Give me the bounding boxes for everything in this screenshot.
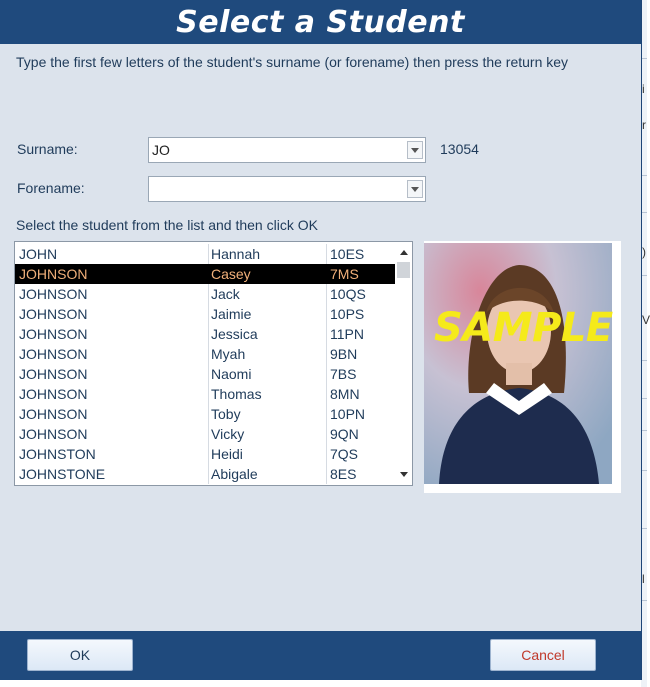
background-app-strip: [0, 680, 641, 687]
student-surname: JOHNSON: [19, 286, 88, 302]
student-surname: JOHNSON: [19, 306, 88, 322]
forename-label: Forename:: [17, 180, 85, 196]
scroll-thumb[interactable]: [397, 262, 410, 278]
dialog-title: Select a Student: [176, 4, 465, 40]
student-surname: JOHN: [19, 246, 58, 262]
student-forename: Heidi: [211, 446, 243, 462]
surname-combobox[interactable]: [148, 137, 426, 163]
student-forename: Toby: [211, 406, 241, 422]
list-item[interactable]: [15, 404, 396, 424]
student-form: 11PN: [330, 326, 364, 342]
student-form: 10ES: [330, 246, 365, 262]
list-item[interactable]: [15, 384, 396, 404]
student-form: 10PN: [330, 406, 366, 422]
student-photo-frame: [424, 241, 621, 493]
surname-value[interactable]: JO: [152, 142, 170, 158]
list-item[interactable]: [15, 464, 396, 484]
student-form: 7QS: [330, 446, 359, 462]
student-forename: Casey: [211, 266, 251, 282]
student-forename: Abigale: [211, 466, 258, 482]
surname-dropdown-button[interactable]: [407, 141, 423, 159]
student-listbox[interactable]: [14, 241, 413, 486]
student-form: 9BN: [330, 346, 358, 362]
list-item[interactable]: [15, 284, 396, 304]
student-forename: Naomi: [211, 366, 252, 382]
scroll-down-icon[interactable]: [395, 466, 412, 483]
list-item[interactable]: [15, 424, 396, 444]
student-photo: [424, 243, 612, 484]
list-scrollbar[interactable]: [395, 242, 412, 485]
instruction-text: Type the first few letters of the student's surname (or forename) then press the return key: [16, 54, 569, 70]
chevron-down-icon: [411, 187, 419, 192]
forename-combobox[interactable]: [148, 176, 426, 202]
student-form: 9QN: [330, 426, 359, 442]
list-item[interactable]: [15, 444, 396, 464]
student-form: 10PS: [330, 306, 365, 322]
background-app-edge: i r ) V l: [641, 0, 647, 687]
student-forename: Jack: [211, 286, 240, 302]
student-forename: Vicky: [211, 426, 245, 442]
list-item[interactable]: [15, 344, 396, 364]
student-id: 13054: [440, 141, 479, 157]
student-surname: JOHNSTON: [19, 446, 96, 462]
student-forename: Hannah: [211, 246, 261, 262]
cancel-button[interactable]: Cancel: [490, 639, 596, 671]
student-forename: Jessica: [211, 326, 258, 342]
student-form: 10QS: [330, 286, 366, 302]
dialog-footer: [0, 631, 641, 680]
list-item[interactable]: [15, 364, 396, 384]
select-instruction: Select the student from the list and then click OK: [16, 217, 318, 233]
student-forename: Jaimie: [211, 306, 252, 322]
ok-button[interactable]: OK: [27, 639, 133, 671]
chevron-down-icon: [411, 148, 419, 153]
student-surname: JOHNSTONE: [19, 466, 106, 482]
forename-dropdown-button[interactable]: [407, 180, 423, 198]
student-surname: JOHNSON: [19, 266, 88, 282]
student-surname: JOHNSON: [19, 426, 88, 442]
student-surname: JOHNSON: [19, 386, 88, 402]
student-forename: Thomas: [211, 386, 262, 402]
student-portrait-image: [424, 243, 612, 484]
list-item[interactable]: [15, 304, 396, 324]
student-form: 7MS: [330, 266, 359, 282]
student-surname: JOHNSON: [19, 406, 88, 422]
surname-label: Surname:: [17, 141, 78, 157]
list-item[interactable]: [15, 244, 396, 264]
list-item[interactable]: [15, 264, 396, 284]
student-form: 7BS: [330, 366, 357, 382]
student-form: 8MN: [330, 386, 360, 402]
photo-watermark: SAMPLE: [434, 305, 613, 351]
student-surname: JOHNSON: [19, 346, 88, 362]
student-surname: JOHNSON: [19, 366, 88, 382]
student-form: 8ES: [330, 466, 357, 482]
student-forename: Myah: [211, 346, 246, 362]
list-item[interactable]: [15, 324, 396, 344]
student-surname: JOHNSON: [19, 326, 88, 342]
dialog-titlebar: [0, 0, 641, 44]
scroll-up-icon[interactable]: [395, 244, 412, 261]
